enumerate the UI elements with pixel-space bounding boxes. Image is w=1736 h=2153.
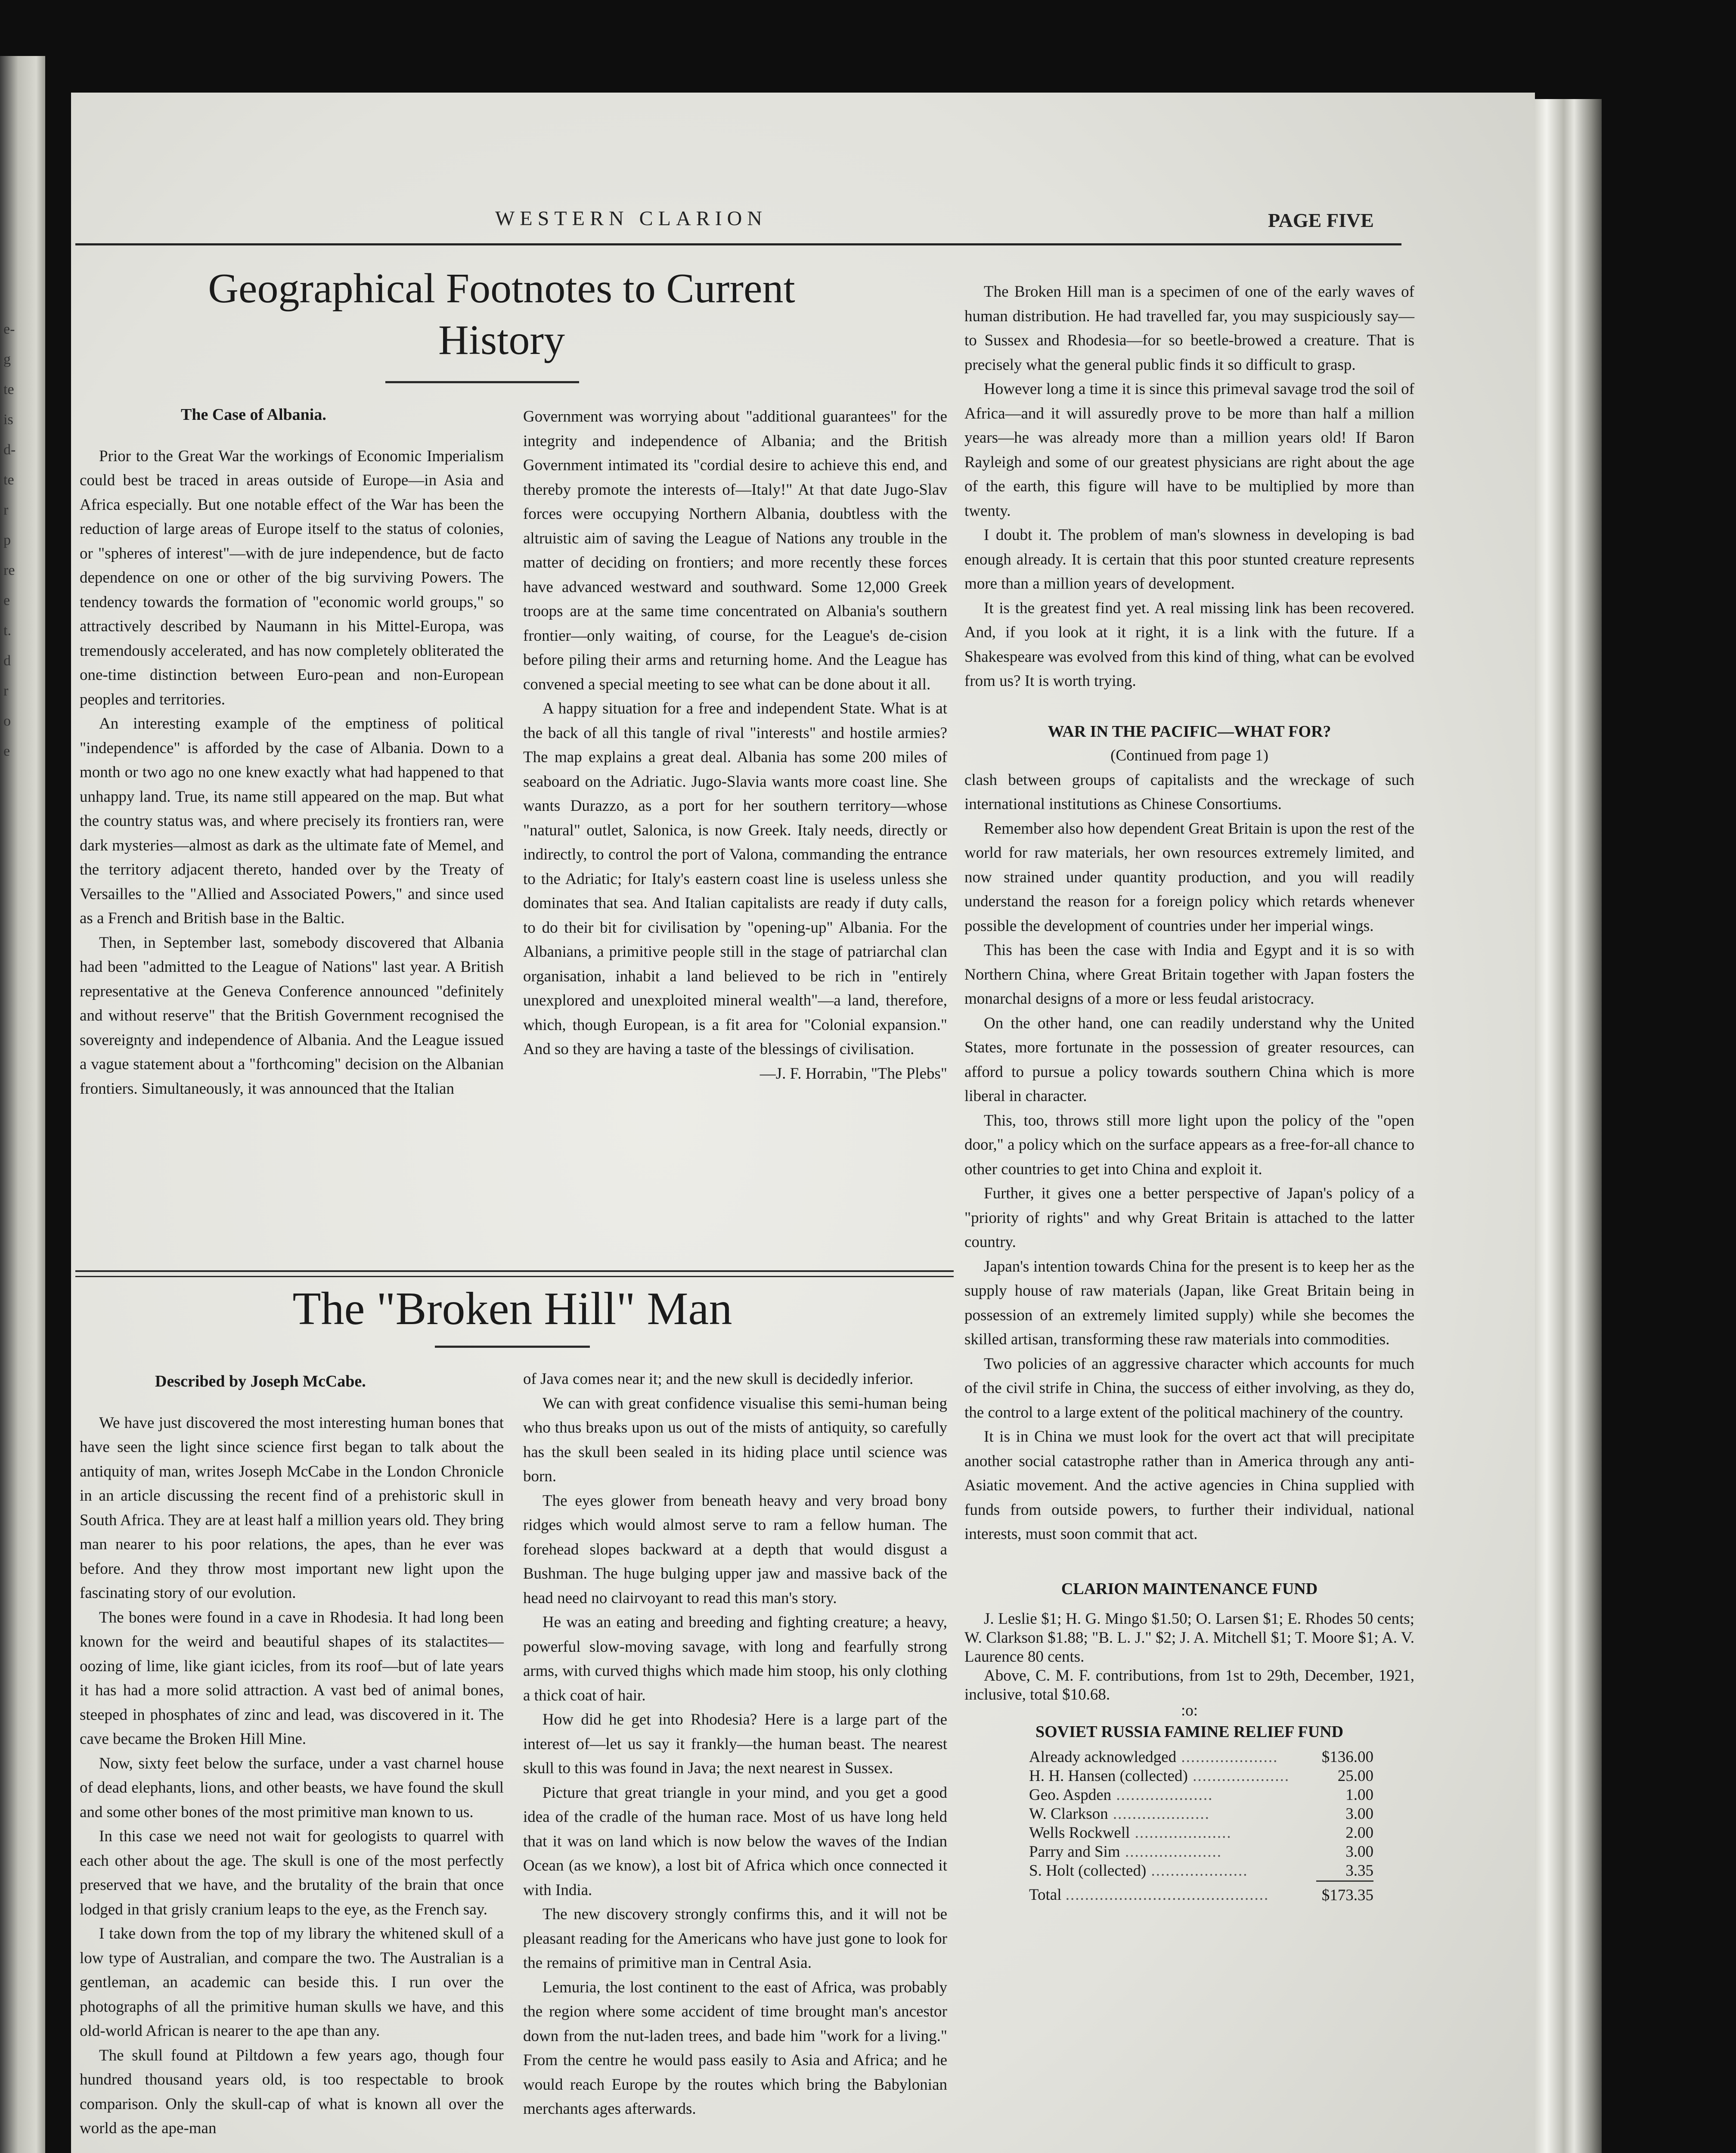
famine-fund-row bbox=[1029, 1861, 1373, 1881]
left-page-fragment: e bbox=[3, 743, 10, 759]
section-divider bbox=[75, 1270, 954, 1272]
contribution-amount: $136.00 bbox=[1321, 1748, 1373, 1766]
article1-subhead: The Case of Albania. bbox=[181, 406, 326, 424]
left-page-fragment: r bbox=[3, 683, 9, 699]
paragraph: However long a time it is since this primeval savage trod the soil of Africa—and it will assuredly prove to be more than half a million years—he was already more than a million years old! If Baron Rayleigh and some of our greatest physicians are right about the age of the earth, this figure will have to be multiplied by more than twenty. bbox=[964, 380, 1414, 520]
paragraph: The Broken Hill man is a specimen of one of the early waves of human distribution. He had travelled far, you may suspiciously say—to Sussex and Rhodesia—for so beetle-browed a creature. That is precisely what the general public finds it so difficult to grasp. bbox=[964, 283, 1414, 374]
paragraph: I doubt it. The problem of man's slowness in developing is bad enough already. It is certain that this poor stunted creature represents more than a million years of development. bbox=[964, 526, 1414, 593]
contributor-name: Already acknowledged .................... bbox=[1029, 1748, 1278, 1766]
contributor-name: W. Clarkson .................... bbox=[1029, 1805, 1210, 1823]
paragraph: Two policies of an aggressive character which accounts for much of the civil strife in China, the success of either involving, as they do, the control to a large extent of the political machinery of the country. bbox=[964, 1355, 1414, 1421]
war-pacific-title: WAR IN THE PACIFIC—WHAT FOR? bbox=[1048, 722, 1331, 741]
paragraph: Picture that great triangle in your mind, and you get a good idea of the cradle of the human race. Most of us have long held that it was on land which is now below the waves of the Indian Ocean (as we know), a lost bit of Africa which once connected it with India. bbox=[523, 1784, 947, 1899]
famine-fund-row bbox=[1029, 1843, 1373, 1861]
right-column bbox=[964, 280, 1414, 1905]
page-number-label: PAGE FIVE bbox=[1268, 209, 1374, 231]
paragraph: The new discovery strongly confirms this, and it will not be pleasant reading for the Americans who have just gone to look for the remains of primitive man in Central Asia. bbox=[523, 1905, 947, 1972]
left-page-edge bbox=[0, 56, 45, 2153]
article-title-geographical bbox=[103, 263, 900, 366]
article2-column-1 bbox=[80, 1369, 504, 2141]
maintenance-fund-summary: Above, C. M. F. contributions, from 1st to 29th, December, 1921, inclusive, total $10.68. bbox=[964, 1667, 1414, 1703]
left-page-fragment: g bbox=[3, 351, 11, 367]
article1-column-2 bbox=[523, 405, 947, 1086]
left-page-fragment: is bbox=[3, 412, 13, 428]
left-page-fragment: te bbox=[3, 472, 14, 488]
contributor-name: H. H. Hansen (collected) .................... bbox=[1029, 1767, 1290, 1785]
paragraph: In this case we need not wait for geologists to quarrel with each other about the age. The skull is one of the most perfectly preserved that we have, and the brutality of the brain that once lodged in that grisly cranium leaps to the eye, as the French say. bbox=[80, 1827, 504, 1918]
contribution-amount: 3.00 bbox=[1345, 1805, 1373, 1823]
title-line-2: History bbox=[438, 317, 565, 363]
article1-signature: —J. F. Horrabin, "The Plebs" bbox=[760, 1064, 947, 1083]
paragraph: Prior to the Great War the workings of Economic Imperialism could best be traced in areas outside of Europe—in Asia and Africa especially. But one notable effect of the War has been the reduction of large areas of Europe itself to the status of colonies, or "spheres of interest"—with de jure independence, but de facto dependence on one or other of the big surviving Powers. The tendency towards the formation of "economic world groups," so attractively described by Naumann in his Mittel-Europa, was tremendously accelerated, and has now completely obliterated the one-time distinction between Euro-pean and non-European peoples and territories. bbox=[80, 447, 504, 708]
left-page-fragment: t. bbox=[3, 623, 11, 639]
paragraph: We can with great confidence visualise this semi-human being who thus breaks upon us out of the mists of antiquity, so carefully has the skull been sealed in its hiding place until science was born. bbox=[523, 1394, 947, 1485]
left-page-text-fragments bbox=[3, 314, 29, 766]
famine-fund-row bbox=[1029, 1748, 1373, 1767]
contributor-name: Wells Rockwell .................... bbox=[1029, 1824, 1232, 1842]
page-stack-edge bbox=[1533, 99, 1602, 2153]
paragraph: It is the greatest find yet. A real missing link has been recovered. And, if you look at it right, it is a link with the future. If a Shakespeare was evolved from this kind of thing, what can be evolved from us? It is worth trying. bbox=[964, 599, 1414, 690]
paragraph: On the other hand, one can readily understand why the United States, more fortunate in the possession of greater resources, can afford to pursue a policy towards southern China which is more liberal in character. bbox=[964, 1014, 1414, 1105]
famine-fund-row bbox=[1029, 1824, 1373, 1843]
contributor-name: S. Holt (collected) .................... bbox=[1029, 1862, 1248, 1880]
article-title-broken-hill: The "Broken Hill" Man bbox=[292, 1283, 732, 1334]
left-page-fragment: o bbox=[3, 713, 11, 729]
left-page-fragment: te bbox=[3, 382, 14, 397]
article2-column-2 bbox=[523, 1367, 947, 2122]
maintenance-fund-body: J. Leslie $1; H. G. Mingo $1.50; O. Larsen $1; E. Rhodes 50 cents; W. Clarkson $1.88; "B. L. J." $2; J. A. Mitchell $1; T. Moore $1; A. V. Laurence 80 cents. bbox=[964, 1610, 1414, 1666]
famine-fund-row bbox=[1029, 1786, 1373, 1805]
paragraph: The skull found at Piltdown a few years ago, though four hundred thousand years old, is too respectable to brook comparison. Only the skull-cap of what is known all over the world as the ape-man bbox=[80, 2046, 504, 2137]
paragraph: Remember also how dependent Great Britain is upon the rest of the world for raw materials, her own resources extremely limited, and now strained under quantity production, and you will readily understand the reason for a foreign policy which retards whenever possible the development of countries under her imperial wings. bbox=[964, 819, 1414, 935]
famine-fund-table bbox=[1029, 1748, 1373, 1905]
article2-byline: Described by Joseph McCabe. bbox=[155, 1372, 366, 1390]
left-page-fragment: re bbox=[3, 562, 15, 578]
paragraph: Then, in September last, somebody discovered that Albania had been "admitted to the League of Nations" last year. A British representative at the Geneva Conference announced "definitely and without reserve" that the British Government recognised the sovereignty and independence of Albania. And the League issued a vague statement about a "forthcoming" decision on the Albanian frontiers. Simultaneously, it was announced that the Italian bbox=[80, 934, 504, 1098]
section-divider-inner bbox=[75, 1276, 954, 1277]
paragraph: I take down from the top of my library the whitened skull of a low type of Australian, and compare the two. The Australian is a gentleman, an academic can beside this. I run over the photographs of all the primitive human skulls we have, and this old-world African is nearer to the ape than any. bbox=[80, 1925, 504, 2040]
paragraph: The eyes glower from beneath heavy and very broad bony ridges which would almost serve to ram a fellow human. The forehead slopes backward at a depth that would disgust a Bushman. The huge bulging upper jaw and massive back of the head need no clairvoyant to read this man's story. bbox=[523, 1492, 947, 1607]
title-underline bbox=[435, 1346, 590, 1348]
war-pacific-subtitle: (Continued from page 1) bbox=[1110, 747, 1268, 764]
paragraph: Lemuria, the lost continent to the east of Africa, was probably the region where some accident of time brought man's ancestor down from the nut-laden trees, and bade him "work for a living." From the centre he would pass easily to Asia and Africa; and he would reach Europe by the routes which bring the Babylonian merchants ages afterwards. bbox=[523, 1978, 947, 2118]
paragraph: He was an eating and breeding and fighting creature; a heavy, powerful slow-moving savage, with long and fearfully strong arms, with curved thighs which made him stoop, his only clothing a thick coat of hair. bbox=[523, 1613, 947, 1704]
paragraph: We have just discovered the most interesting human bones that have seen the light since science first began to talk about the antiquity of man, writes Joseph McCabe in the London Chronicle in an article discussing the recent find of a prehistoric skull in South Africa. They are at least half a million years old. They bring man nearer to his poor relations, the apes, than he ever was before. And they throw most important new light upon the fascinating story of our evolution. bbox=[80, 1414, 504, 1602]
fund-divider: :o: bbox=[1181, 1702, 1198, 1719]
paragraph: This has been the case with India and Egypt and it is so with Northern China, where Great Britain together with Japan fosters the monarchal designs of a more or less feudal aristocracy. bbox=[964, 941, 1414, 1008]
famine-fund-total-row bbox=[1029, 1881, 1373, 1905]
masthead: WESTERN CLARION bbox=[495, 207, 767, 230]
article1-column-1 bbox=[80, 403, 504, 1101]
paragraph: How did he get into Rhodesia? Here is a large part of the interest of—let us say it frankly—the human beast. The nearest skull to this was found in Java; the next nearest in Sussex. bbox=[523, 1711, 947, 1777]
famine-fund-row bbox=[1029, 1805, 1373, 1824]
contribution-amount: 3.00 bbox=[1345, 1843, 1373, 1861]
contribution-amount: 3.35 bbox=[1345, 1861, 1373, 1880]
famine-fund-row bbox=[1029, 1767, 1373, 1786]
total-amount: $173.35 bbox=[1316, 1881, 1373, 1905]
paragraph: Further, it gives one a better perspective of Japan's policy of a "priority of rights" and why Great Britain is attached to the latter country. bbox=[964, 1185, 1414, 1251]
famine-fund-title: SOVIET RUSSIA FAMINE RELIEF FUND bbox=[1035, 1723, 1344, 1741]
paragraph: Now, sixty feet below the surface, under a vast charnel house of dead elephants, lions, and other beasts, we have found the skull and some other bones of the most primitive man known to us. bbox=[80, 1754, 504, 1821]
paragraph: This, too, throws still more light upon the policy of the "open door," a policy which on the surface appears as a free-for-all chance to other countries to get into China and exploit it. bbox=[964, 1111, 1414, 1178]
maintenance-fund-title: CLARION MAINTENANCE FUND bbox=[1061, 1579, 1318, 1598]
paragraph: A happy situation for a free and independent State. What is at the back of all this tangle of rival "interests" and hostile armies? The map explains a great deal. Albania has some 200 miles of seaboard on the Adriatic. Jugo-Slavia wants more coast line. She wants Durazzo, as a port for her southern territory—whose "natural" outlet, Salonica, is now Greek. Italy needs, directly or indirectly, to control the port of Valona, commanding the entrance to the Adriatic; for Italy's eastern coast line is useless unless she dominates that sea. And Italian capitalists are ready if duty calls, to do their bit for civilisation by "opening-up" Albania. For the Albanians, a primitive people still in the stage of patriarchal clan organisation, inhabit a land believed to be rich in "entirely unexplored and unexploited mineral wealth"—a land, therefore, which, though European, is a fit area for "Colonial expansion." And so they are having a taste of the blessings of civilisation. bbox=[523, 700, 947, 1058]
left-page-fragment: d bbox=[3, 653, 11, 669]
left-page-fragment: e- bbox=[3, 321, 15, 337]
left-page-fragment: r bbox=[3, 502, 9, 518]
paragraph: Government was worrying about "additional guarantees" for the integrity and independence of Albania; and the British Government intimated its "cordial desire to achieve this end, and thereby promote the interests of—Italy!" At that date Jugo-Slav forces were occupying Northern Albania, doubtless with the altruistic aim of saving the League of Nations any trouble in the matter of deciding on frontiers; and more recently these forces have advanced westward and southward. Some 12,000 Greek troops are at the same time concentrated on Albania's southern frontier—only waiting, of course, for the League's de-cision before piling their arms and returning home. And the League has convened a special meeting to see what can be done about it all. bbox=[523, 408, 947, 693]
left-page-fragment: d- bbox=[3, 442, 16, 458]
paragraph: Japan's intention towards China for the present is to keep her as the supply house of raw materials (Japan, like Great Britain being in possession of an extremely limited supply) while she becomes the skilled artisan, transforming these raw materials into commodities. bbox=[964, 1257, 1414, 1348]
paragraph: of Java comes near it; and the new skull is decidedly inferior. bbox=[523, 1370, 914, 1388]
contribution-amount: 25.00 bbox=[1337, 1767, 1373, 1785]
contribution-amount: 2.00 bbox=[1345, 1824, 1373, 1842]
contributor-name: Geo. Aspden .................... bbox=[1029, 1786, 1213, 1804]
left-page-fragment: p bbox=[3, 532, 11, 548]
title-underline bbox=[385, 381, 579, 383]
total-label: Total .......................................... bbox=[1029, 1886, 1269, 1904]
paragraph: An interesting example of the emptiness of political "independence" is afforded by the case of Albania. Down to a month or two ago no one knew exactly what had happened to that unhappy land. True, its name still appeared on the map. But what the country status was, and where precisely its frontiers ran, were dark mysteries—almost as dark as the ultimate fate of Memel, and the territory adjacent thereto, handed over by the Treaty of Versailles to the "Allied and Associated Powers," and since used as a French and British base in the Baltic. bbox=[80, 715, 504, 927]
left-page-fragment: e bbox=[3, 593, 10, 608]
paragraph: clash between groups of capitalists and the wreckage of such international institutions as Chinese Consortiums. bbox=[964, 771, 1414, 813]
header-rule bbox=[75, 243, 1401, 245]
title-line-1: Geographical Footnotes to Current bbox=[208, 265, 795, 312]
contributor-name: Parry and Sim .................... bbox=[1029, 1843, 1222, 1861]
paragraph: It is in China we must look for the overt act that will precipitate another social catastrophe rather than in America through any anti-Asiatic movement. And the active agencies in China supplied with funds from outside powers, to further their individual, national interests, must soon commit that act. bbox=[964, 1428, 1414, 1543]
paragraph: The bones were found in a cave in Rhodesia. It had long been known for the weird and beautiful shapes of its stalactites—oozing of lime, like giant icicles, from its roof—but of late years it has had a more solid attraction. A vast bed of animal bones, steeped in phosphates of zinc and lead, was discovered in it. The cave became the Broken Hill Mine. bbox=[80, 1608, 504, 1748]
contribution-amount: 1.00 bbox=[1345, 1786, 1373, 1804]
